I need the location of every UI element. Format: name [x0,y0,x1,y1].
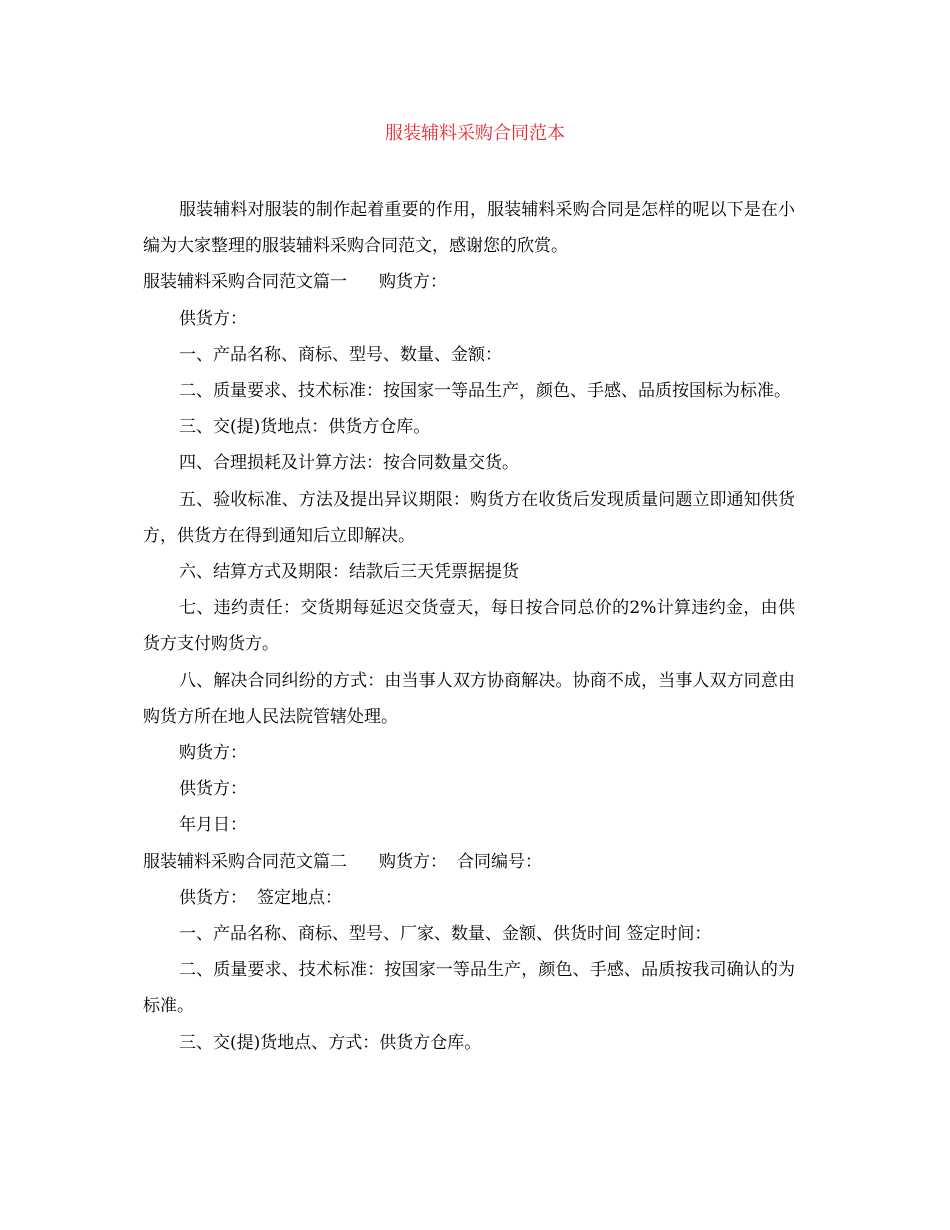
clause-2: 二、质量要求、技术标准：按国家一等品生产，颜色、手感、品质按国标为标准。 [179,381,791,402]
intro-paragraph: 服装辅料对服装的制作起着重要的作用，服装辅料采购合同是怎样的呢以下是在小编为大家整理的服装辅料采购合同范文，感谢您的欣赏。 [143,200,795,257]
signature-buyer: 购货方： [179,743,247,764]
section2-buyer-label: 购货方： [379,851,447,872]
section1-heading-line [143,264,795,300]
clause-1: 一、产品名称、商标、型号、数量、金额： [179,344,502,365]
clause-4: 四、合理损耗及计算方法：按合同数量交货。 [179,453,519,474]
section2-supplier-label: 供货方： [179,887,247,908]
section2-clause-2: 二、质量要求、技术标准：按国家一等品生产，颜色、手感、品质按我司确认的为标准。 [143,960,795,1017]
section1-buyer-label: 购货方： [379,272,447,293]
section2-heading: 服装辅料采购合同范文篇二 [143,851,347,872]
section1-supplier-label: 供货方： [179,308,247,329]
document-body [143,192,795,1061]
signature-supplier: 供货方： [179,779,247,800]
document-title: 服装辅料采购合同范本 [385,123,565,144]
section2-contract-no-label: 合同编号： [457,851,542,872]
section2-clause-1: 一、产品名称、商标、型号、厂家、数量、金额、供货时间 签定时间： [179,924,712,945]
section2-heading-line [143,844,795,880]
section2-clause-3: 三、交(提)货地点、方式：供货方仓库。 [179,1032,482,1053]
section2-sign-place-label: 签定地点： [257,887,342,908]
clause-3: 三、交(提)货地点：供货方仓库。 [179,417,431,438]
signature-date: 年月日： [179,815,247,836]
section2-supplier-line [143,880,795,916]
clause-6: 六、结算方式及期限：结款后三天凭票据提货 [179,562,519,583]
clause-8: 八、解决合同纠纷的方式：由当事人双方协商解决。协商不成，当事人双方同意由购货方所在地人民法院管辖处理。 [143,670,795,727]
section1-heading: 服装辅料采购合同范文篇一 [143,272,347,293]
clause-7: 七、违约责任：交货期每延迟交货壹天，每日按合同总价的2%计算违约金，由供货方支付购货方。 [143,598,795,655]
clause-5: 五、验收标准、方法及提出异议期限：购货方在收货后发现质量问题立即通知供货方，供货方在得到通知后立即解决。 [143,489,795,546]
